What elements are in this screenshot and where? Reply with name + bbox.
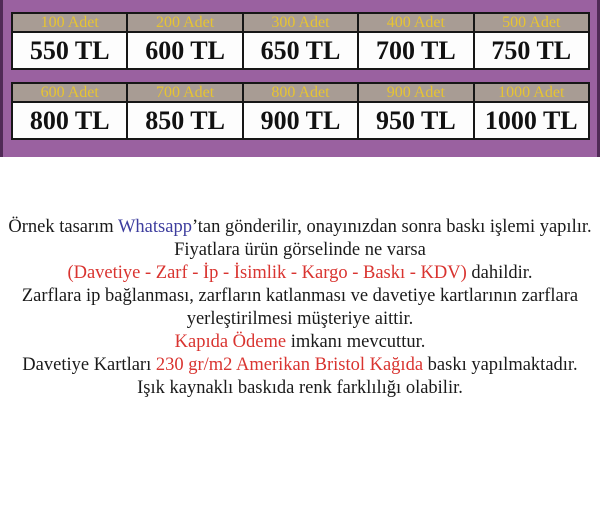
note-includes-suffix: dahildir. — [466, 263, 533, 283]
qty-header-cell: 100 Adet — [12, 13, 127, 32]
note-cod-highlight: Kapıda Ödeme — [174, 332, 287, 352]
note-paper-info — [0, 354, 600, 400]
qty-header-row — [12, 13, 589, 32]
price-cell: 600 TL — [127, 32, 242, 69]
qty-header-cell: 1000 Adet — [474, 83, 589, 102]
qty-header-cell: 600 Adet — [12, 83, 127, 102]
price-table-1 — [11, 12, 590, 70]
qty-header-cell: 900 Adet — [358, 83, 473, 102]
note-cash-on-delivery — [0, 331, 600, 354]
price-cell: 650 TL — [243, 32, 358, 69]
price-cell: 800 TL — [12, 102, 127, 139]
note-envelope-line1: Zarflara ip bağlanması, zarfların katlanması ve davetiye kartlarının zarflara — [21, 286, 579, 306]
price-cell: 550 TL — [12, 32, 127, 69]
price-cell: 1000 TL — [474, 102, 589, 139]
note-price-includes — [0, 239, 600, 285]
note-color-warning: Işık kaynaklı baskıda renk farklılığı olabilir. — [137, 378, 463, 398]
qty-header-cell: 700 Adet — [127, 83, 242, 102]
price-cell: 850 TL — [127, 102, 242, 139]
price-cell: 700 TL — [358, 32, 473, 69]
qty-header-cell: 200 Adet — [127, 13, 242, 32]
price-panel — [0, 0, 600, 157]
note-paper-highlight: 230 gr/m2 Amerikan Bristol Kağıda — [155, 355, 424, 375]
note-includes-line1: Fiyatlara ürün görselinde ne varsa — [174, 240, 426, 260]
price-cell: 950 TL — [358, 102, 473, 139]
qty-header-cell: 300 Adet — [243, 13, 358, 32]
note-cod-rest: imkanı mevcuttur. — [286, 332, 426, 352]
note-includes-items: (Davetiye - Zarf - İp - İsimlik - Kargo - Baskı - KDV) — [67, 263, 467, 283]
qty-header-row — [12, 83, 589, 102]
notes-section — [0, 157, 600, 400]
qty-header-cell: 800 Adet — [243, 83, 358, 102]
price-cell: 750 TL — [474, 32, 589, 69]
qty-header-cell: 500 Adet — [474, 13, 589, 32]
note-paper-pre: Davetiye Kartları — [22, 355, 156, 375]
qty-header-cell: 400 Adet — [358, 13, 473, 32]
note-paper-post: baskı yapılmaktadır. — [423, 355, 578, 375]
price-row — [12, 102, 589, 139]
note-sample-post: ’tan gönderilir, onayınızdan sonra baskı işlemi yapılır. — [191, 217, 592, 237]
note-envelope-line2: yerleştirilmesi müşteriye aittir. — [186, 309, 414, 329]
note-sample-pre: Örnek tasarım — [8, 217, 118, 237]
note-sample-design — [0, 216, 600, 239]
note-envelope-responsibility — [0, 285, 600, 331]
price-table-2 — [11, 82, 590, 140]
price-row — [12, 32, 589, 69]
whatsapp-brand-text: Whatsapp — [117, 217, 192, 237]
price-cell: 900 TL — [243, 102, 358, 139]
